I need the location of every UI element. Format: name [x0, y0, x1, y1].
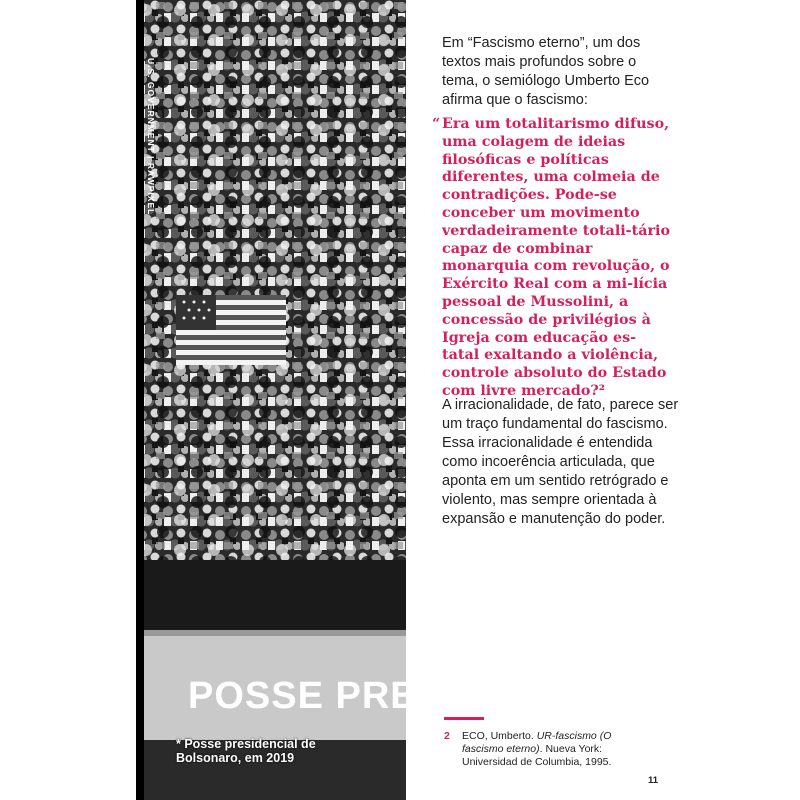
banner-text: POSSE PRES	[188, 675, 443, 717]
photo-caption: * Posse presidencial de Bolsonaro, em 2019	[176, 737, 316, 765]
footnote	[444, 730, 649, 769]
footnote-text	[462, 730, 649, 769]
quote-text: Era um totalitarismo difuso, uma colagem de ideias filosóficas e políticas diferentes, uma colmeia de contradições. Pode-se conceber um movimento verdadeiramente totali-tário capaz de combinar monarquia com revolução, o Exército Real com a mi-lícia pessoal de Mussolini, a concessão de privilégios à Igreja com educação es-tatal exaltando a violência, controle absoluto do Estado com livre mercado?²	[442, 116, 670, 399]
footnote-divider	[444, 717, 484, 720]
footnote-title: UR-fascismo (O fascismo eterno)	[462, 730, 612, 755]
footnote-rest: . Nueva York: Universidad de Columbia, 1995.	[462, 743, 612, 768]
crowd-photo	[136, 0, 443, 800]
photo-credit: U.S. GOVERNMENT | RAWPIXEL	[146, 58, 156, 216]
body-paragraph: A irracionalidade, de fato, parece ser um traço fundamental do fascismo. Essa irracionalidade é entendida como incoerência articulada, que aponta em um sentido retrógrado e violento, mas sempre orientada à expansão e manutenção do poder.	[442, 397, 679, 527]
page-number: 11	[648, 775, 659, 786]
footnote-number: 2	[444, 730, 450, 742]
crowd-photo-image	[136, 0, 443, 800]
intro-paragraph: Em “Fascismo eterno”, um dos textos mais profundos sobre o tema, o semiólogo Umberto Eco afirma que o fascismo:	[442, 35, 650, 108]
eco-quote	[432, 116, 672, 401]
footnote-author: ECO, Umberto.	[462, 730, 537, 742]
quote-open-mark: “	[432, 116, 441, 132]
